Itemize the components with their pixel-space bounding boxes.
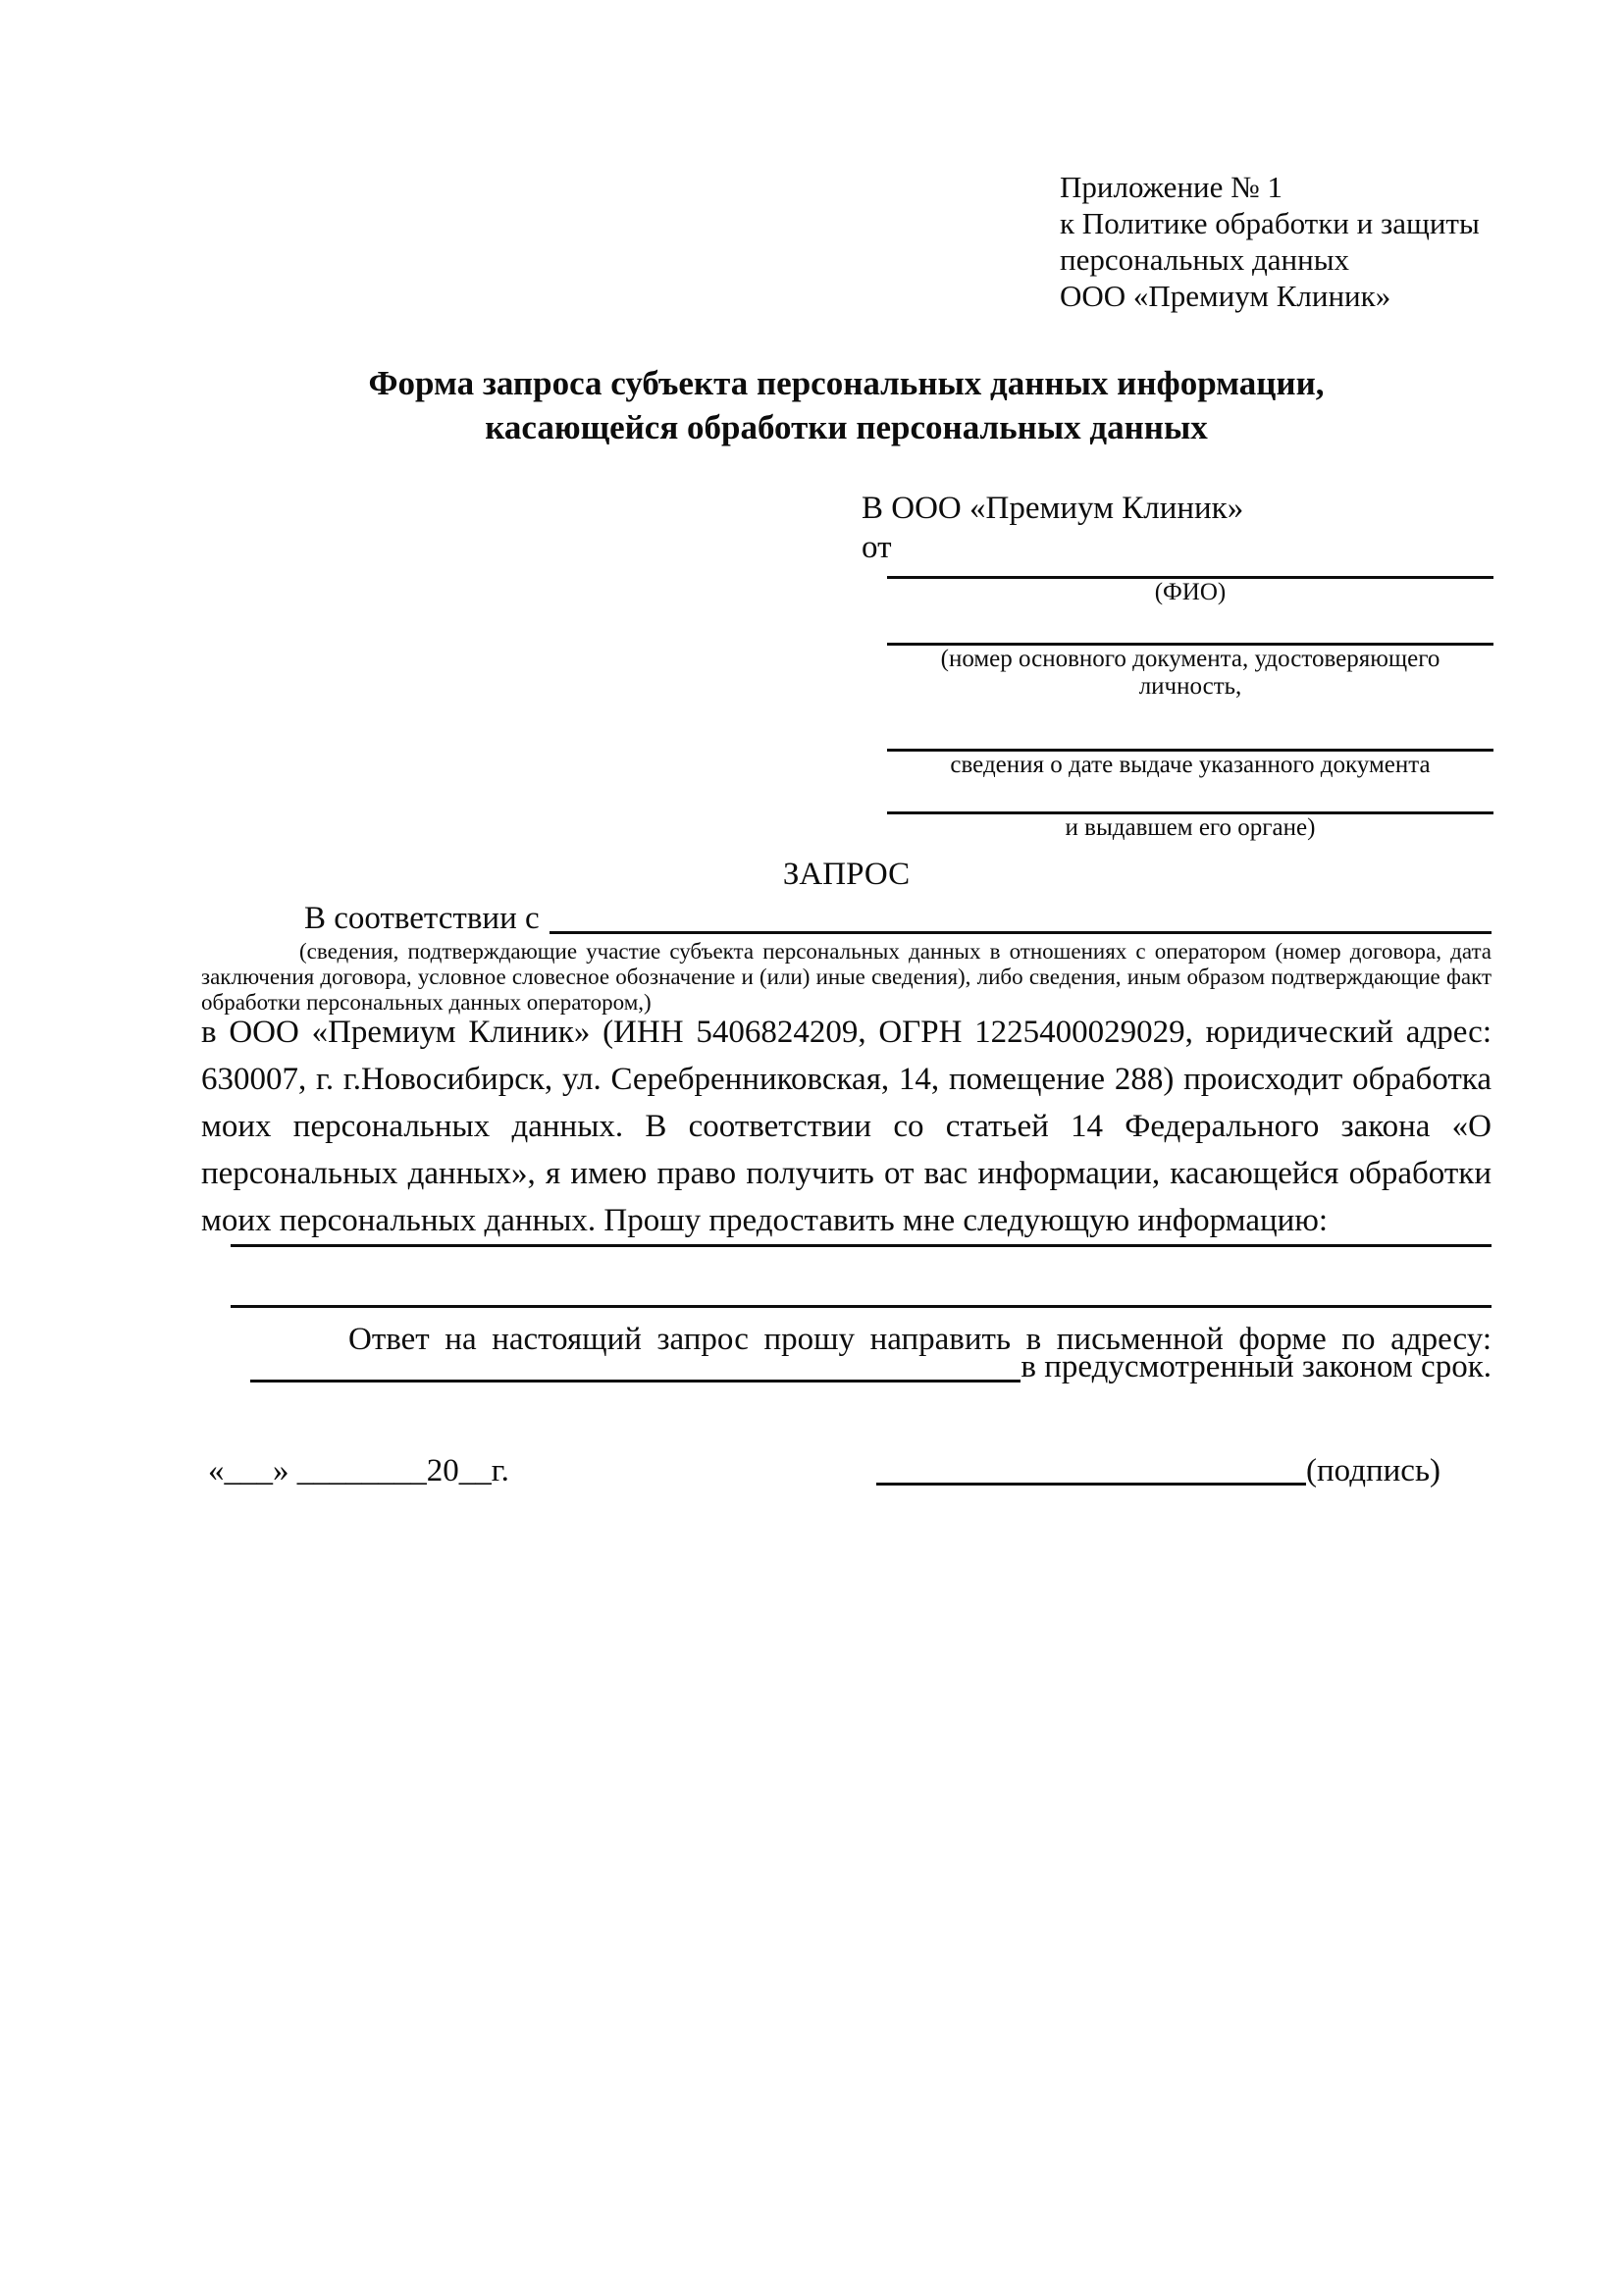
issue-date-blank-line [887, 740, 1493, 752]
fine-print-note: (сведения, подтверждающие участие субъекта персональных данных в отношениях с оператором (номер договора, дата заключения договора, условное словесное обозначение и (или) иные сведения), либо сведения, иным образом подтверждающие факт обработки персональных данных оператором,) [201, 939, 1492, 1015]
date-blank-line: «___» ________20__г. [208, 1453, 509, 1488]
issuing-authority-caption: и выдавшем его органе) [1065, 814, 1316, 841]
appendix-line-2: к Политике обработки и защиты [1060, 206, 1480, 240]
document-title-line-1: Форма запроса субъекта персональных данных информации, [368, 364, 1325, 402]
fio-caption: (ФИО) [1154, 579, 1227, 605]
reply-address-row [201, 1346, 1492, 1387]
signature-row [876, 1450, 1440, 1491]
appendix-line-3: персональных данных [1060, 242, 1350, 277]
document-title-line-2: касающейся обработки персональных данных [485, 408, 1208, 446]
issue-date-caption: сведения о дате выдаче указанного документа [950, 752, 1431, 778]
accordance-row [201, 899, 1492, 938]
addressee-block [862, 489, 1497, 842]
issuing-authority-blank-line [887, 803, 1493, 814]
appendix-header [1060, 169, 1480, 314]
addressee-to: В ООО «Премиум Клиник» [862, 491, 1244, 526]
appendix-line-1: Приложение № 1 [1060, 170, 1283, 204]
requested-info-blank-line-1 [231, 1244, 1492, 1247]
addressee-from: от [862, 530, 892, 565]
reply-paragraph: Ответ на настоящий запрос прошу направить в письменной форме по адресу: [348, 1322, 1492, 1357]
appendix-line-4: ООО «Премиум Клиник» [1060, 279, 1391, 313]
request-heading: ЗАПРОС [782, 857, 911, 892]
signature-blank-line [876, 1450, 1306, 1486]
reply-tail-text: в предусмотренный законом срок. [1021, 1349, 1492, 1384]
document-title [201, 361, 1492, 449]
reply-address-blank-line [250, 1346, 1021, 1383]
document-number-caption: (номер основного документа, удостоверяющего личность, [940, 646, 1440, 700]
accordance-label: В соответствии с [304, 901, 540, 936]
requested-info-blank-line-2 [231, 1305, 1492, 1308]
fio-blank-line [887, 567, 1493, 579]
document-number-blank-line [887, 634, 1493, 646]
request-body-paragraph: в ООО «Премиум Клиник» (ИНН 5406824209, ОГРН 1225400029029, юридический адрес: 630007, г. г.Новосибирск, ул. Серебренниковская, 14, помещение 288) происходит обработка моих персональных данных. В соответствии со статьей 14 Федерального закона «О персональных данных», я имею право получить от вас информации, касающейся обработки моих персональных данных. Прошу предоставить мне следующую информацию: [201, 1015, 1492, 1238]
accordance-blank-line [550, 899, 1492, 934]
signature-caption: (подпись) [1306, 1453, 1440, 1488]
